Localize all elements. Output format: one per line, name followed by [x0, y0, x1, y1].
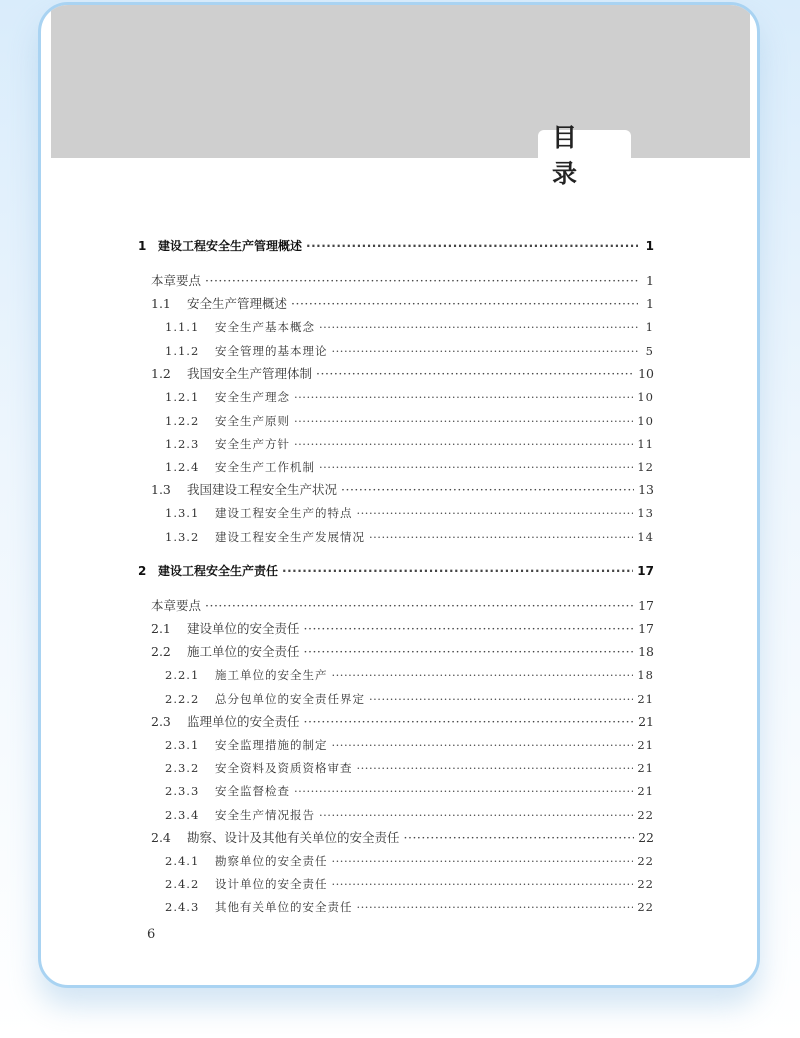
toc-entry-number: 2.2.1	[165, 668, 200, 682]
toc-dot-leader	[357, 505, 634, 521]
toc-entry-label: 我国安全生产管理体制	[187, 366, 313, 381]
toc-entry[interactable]	[165, 505, 654, 521]
toc-entry-label: 设计单位的安全责任	[215, 877, 328, 891]
footer-page-number: 6	[147, 927, 156, 942]
toc-entry-number: 2	[138, 564, 147, 578]
toc-entry-label: 勘察、设计及其他有关单位的安全责任	[187, 830, 400, 845]
toc-entry[interactable]	[138, 563, 654, 579]
toc-entry-page: 21	[637, 761, 654, 775]
toc-dot-leader	[304, 644, 635, 660]
toc-entry-page: 10	[637, 414, 654, 428]
toc-entry-page: 22	[637, 854, 654, 868]
toc-entry-label: 施工单位的安全生产	[215, 668, 328, 682]
toc-dot-leader	[294, 436, 633, 452]
toc-entry[interactable]	[165, 319, 654, 335]
toc-entry-label: 建设单位的安全责任	[187, 621, 300, 636]
toc-entry-page: 10	[637, 390, 654, 404]
toc-entry-number: 1	[138, 239, 147, 253]
toc-entry[interactable]	[165, 389, 654, 405]
toc-entry-page: 17	[638, 598, 654, 613]
toc-dot-leader	[332, 853, 634, 869]
toc-entry[interactable]	[165, 667, 654, 683]
toc-dot-leader	[306, 238, 638, 254]
toc-entry-label: 建设工程安全生产责任	[158, 564, 279, 578]
toc-dot-leader	[294, 783, 633, 799]
toc-entry[interactable]	[151, 366, 654, 382]
toc-entry-page: 22	[637, 877, 654, 891]
toc-entry-label: 总分包单位的安全责任界定	[215, 692, 365, 706]
toc-entry-page: 18	[637, 668, 654, 682]
toc-entry-number: 2.3	[151, 714, 171, 729]
toc-entry-page: 1	[646, 296, 654, 311]
toc-entry[interactable]	[165, 343, 654, 359]
toc-entry-number: 2.1	[151, 621, 171, 636]
toc-entry-label: 安全生产基本概念	[215, 320, 315, 334]
toc-entry-number: 2.2.2	[165, 692, 200, 706]
toc-entry-page: 18	[638, 644, 654, 659]
toc-entry-page: 13	[638, 482, 654, 497]
toc-entry-page: 10	[638, 366, 654, 381]
toc-entry-label: 施工单位的安全责任	[187, 644, 300, 659]
toc-dot-leader	[291, 296, 638, 312]
toc-entry-number: 1.2.3	[165, 437, 200, 451]
toc-dot-leader	[304, 714, 635, 730]
toc-entry-page: 22	[637, 900, 654, 914]
toc-entry-label: 安全资料及资质资格审查	[215, 761, 353, 775]
toc-entry-number: 2.4	[151, 830, 171, 845]
toc-entry[interactable]	[151, 644, 654, 660]
toc-entry-number: 1.1.2	[165, 344, 200, 358]
toc-entry-number: 1.3.1	[165, 506, 200, 520]
toc-entry-label: 安全监理措施的制定	[215, 738, 328, 752]
toc-dot-leader	[319, 319, 638, 335]
toc-entry-number: 1.2.2	[165, 414, 200, 428]
toc-dot-leader	[205, 273, 638, 289]
toc-entry-label: 建设工程安全生产管理概述	[158, 239, 303, 253]
toc-entry-number: 2.4.2	[165, 877, 200, 891]
toc-dot-leader	[282, 563, 633, 579]
toc-entry-page: 1	[646, 273, 654, 288]
toc-entry-label: 本章要点	[151, 598, 202, 613]
toc-entry[interactable]	[165, 459, 654, 475]
toc-entry-number: 1.2	[151, 366, 171, 381]
toc-entry[interactable]	[165, 853, 654, 869]
toc-dot-leader	[316, 366, 634, 382]
toc-entry-page: 17	[637, 564, 654, 578]
toc-entry-page: 14	[637, 530, 654, 544]
toc-entry-number: 1.2.4	[165, 460, 200, 474]
toc-entry[interactable]	[165, 737, 654, 753]
toc-entry[interactable]	[165, 876, 654, 892]
table-of-contents	[41, 5, 757, 985]
toc-entry[interactable]	[151, 482, 654, 498]
toc-entry[interactable]	[151, 830, 654, 846]
toc-entry-number: 2.3.3	[165, 784, 200, 798]
toc-entry-number: 1.1	[151, 296, 171, 311]
toc-entry-number: 1.3	[151, 482, 171, 497]
toc-dot-leader	[341, 482, 634, 498]
toc-entry[interactable]	[165, 436, 654, 452]
toc-entry-page: 17	[638, 621, 654, 636]
toc-entry-number: 2.4.1	[165, 854, 200, 868]
toc-entry-label: 安全生产情况报告	[215, 808, 315, 822]
toc-dot-leader	[332, 667, 634, 683]
toc-entry[interactable]	[165, 529, 654, 545]
toc-entry[interactable]	[165, 691, 654, 707]
toc-dot-leader	[404, 830, 635, 846]
toc-entry-label: 本章要点	[151, 273, 202, 288]
toc-entry-page: 21	[637, 738, 654, 752]
toc-entry-number: 2.4.3	[165, 900, 200, 914]
toc-entry-label: 其他有关单位的安全责任	[215, 900, 353, 914]
toc-entry-number: 1.2.1	[165, 390, 200, 404]
toc-entry-page: 5	[645, 344, 654, 358]
toc-entry[interactable]	[165, 760, 654, 776]
toc-entry[interactable]	[138, 238, 654, 254]
toc-entry[interactable]	[151, 598, 654, 614]
toc-entry-label: 安全生产工作机制	[215, 460, 315, 474]
toc-entry-label: 安全生产原则	[215, 414, 290, 428]
toc-dot-leader	[369, 691, 633, 707]
toc-entry[interactable]	[151, 273, 654, 289]
toc-entry-page: 12	[637, 460, 654, 474]
toc-dot-leader	[319, 459, 633, 475]
toc-entry-label: 安全监督检查	[215, 784, 290, 798]
toc-entry-page: 22	[638, 830, 654, 845]
toc-dot-leader	[294, 413, 633, 429]
toc-entry-label: 建设工程安全生产的特点	[215, 506, 353, 520]
toc-entry-label: 安全管理的基本理论	[215, 344, 328, 358]
toc-dot-leader	[205, 598, 634, 614]
toc-entry-page: 1	[645, 320, 654, 334]
toc-dot-leader	[304, 621, 635, 637]
toc-entry[interactable]	[151, 296, 654, 312]
toc-entry-label: 勘察单位的安全责任	[215, 854, 328, 868]
toc-entry-number: 2.3.1	[165, 738, 200, 752]
toc-entry[interactable]	[151, 621, 654, 637]
toc-dot-leader	[332, 737, 634, 753]
document-page	[38, 2, 760, 988]
toc-entry-page: 21	[637, 692, 654, 706]
toc-entry-label: 我国建设工程安全生产状况	[187, 482, 338, 497]
toc-entry[interactable]	[165, 807, 654, 823]
toc-entry-page: 22	[637, 808, 654, 822]
toc-entry-page: 21	[637, 784, 654, 798]
toc-entry-page: 13	[637, 506, 654, 520]
toc-entry[interactable]	[165, 783, 654, 799]
page-title: 目录	[538, 130, 631, 177]
toc-dot-leader	[332, 876, 634, 892]
toc-entry-number: 2.3.4	[165, 808, 200, 822]
toc-entry-number: 1.3.2	[165, 530, 200, 544]
toc-entry-page: 1	[645, 239, 654, 253]
toc-entry-label: 监理单位的安全责任	[187, 714, 300, 729]
toc-entry-label: 安全生产方针	[215, 437, 290, 451]
toc-entry-page: 21	[638, 714, 654, 729]
toc-dot-leader	[357, 760, 634, 776]
toc-entry-label: 建设工程安全生产发展情况	[215, 530, 365, 544]
toc-dot-leader	[357, 899, 634, 915]
toc-entry-page: 11	[637, 437, 654, 451]
toc-entry-number: 1.1.1	[165, 320, 200, 334]
toc-entry-number: 2.3.2	[165, 761, 200, 775]
toc-dot-leader	[319, 807, 633, 823]
toc-entry-label: 安全生产管理概述	[187, 296, 288, 311]
toc-dot-leader	[369, 529, 633, 545]
toc-entry-number: 2.2	[151, 644, 171, 659]
toc-dot-leader	[294, 389, 633, 405]
toc-entry[interactable]	[151, 714, 654, 730]
toc-entry-label: 安全生产理念	[215, 390, 290, 404]
toc-entry[interactable]	[165, 899, 654, 915]
toc-dot-leader	[332, 343, 639, 359]
toc-entry[interactable]	[165, 413, 654, 429]
